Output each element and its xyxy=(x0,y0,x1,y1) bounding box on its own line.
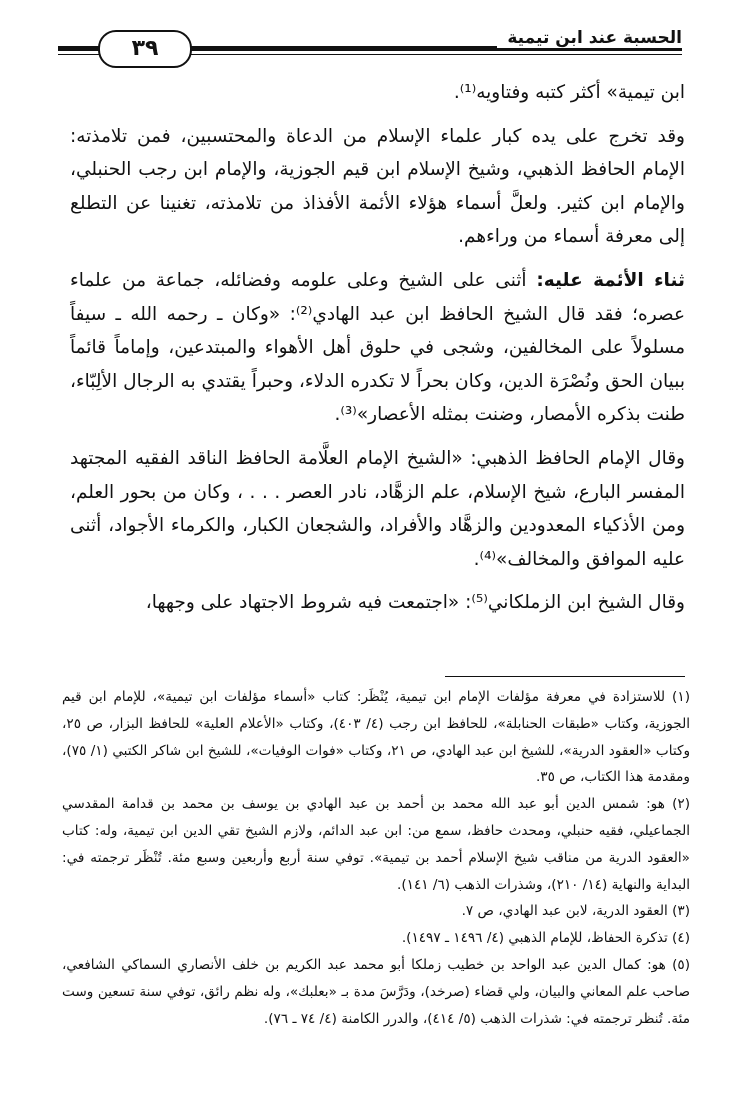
paragraph-2: وقد تخرج على يده كبار علماء الإسلام من الدعاة والمحتسبين، فمن تلامذته: الإمام الحافظ الذهبي، وشيخ الإسلام ابن قيم الجوزية، والإمام ابن رجب الحنبلي، والإمام ابن كثير. ولعلَّ أسماء هؤلاء الأئمة الأفذاذ من تلامذته، تغنينا عن التطلع إلى معرفة أسماء من وراءهم. xyxy=(70,125,685,248)
footnote-2: (٢) هو: شمس الدين أبو عبد الله محمد بن أحمد بن عبد الهادي بن يوسف بن محمد بن قدامة المقدسي الجماعيلي، فقيه حنبلي، ومحدث حافظ، سمع من: ابن عبد الدائم، ولازم الشيخ تقي الدين ابن تيمية، وله: كتاب «العقود الدرية من مناقب شيخ الإسلام أحمد بن تيمية». توفي سنة أربع وأربعين وسبع مئة. تُنْظَر ترجمته في: البداية والنهاية (١٤/ ٢١٠)، وشذرات الذهب (٦/ ١٤١). xyxy=(62,796,690,893)
footnote-1: (١) للاستزادة في معرفة مؤلفات الإمام ابن تيمية، يُنْظَر: كتاب «أسماء مؤلفات ابن تيمية»، للإمام ابن قيم الجوزية، وكتاب «طبقات الحنابلة»، للحافظ ابن رجب (٤/ ٤٠٣)، وكتاب «الأعلام العلية» للحافظ البزار، ص ٢٥، وكتاب «العقود الدرية»، للشيخ ابن عبد الهادي، ص ٢١، وكتاب «فوات الوفيات»، للشيخ ابن شاكر الكتبي (١/ ٧٥)، ومقدمة هذا الكتاب، ص ٣٥. xyxy=(62,689,691,786)
paragraph-3 xyxy=(70,264,685,432)
main-text xyxy=(70,76,685,630)
running-title: الحسبة عند ابن تيمية xyxy=(497,28,682,48)
page-header xyxy=(58,26,682,64)
paragraph-4: وقال الإمام الحافظ الذهبي: «الشيخ الإمام العلَّامة الحافظ الناقد الفقيه المجتهد المفسر البارع، شيخ الإسلام، علم الزهَّاد، نادر العصر . . . ، وكان من بحور العلم، ومن الأذكياء المعدودين والزهَّاد والأفراد، والشجعان الكبار، والكرماء الأجواد، أثنى عليه الموافق والمخالف»⁽⁴⁾. xyxy=(70,447,685,570)
page-number: ٣٩ xyxy=(98,30,192,68)
footnotes xyxy=(62,684,690,1032)
footnote-4: (٤) تذكرة الحفاظ، للإمام الذهبي (٤/ ١٤٩٦ ـ ١٤٩٧). xyxy=(401,930,690,947)
paragraph-1: ابن تيمية» أكثر كتبه وفتاويه⁽¹⁾. xyxy=(453,82,685,103)
section-heading: ثناء الأئمة عليه: xyxy=(536,269,685,291)
footnote-3: (٣) العقود الدرية، لابن عبد الهادي، ص ٧. xyxy=(461,903,690,920)
footnote-5: (٥) هو: كمال الدين عبد الواحد بن خطيب زملكا أبو محمد عبد الكريم بن خلف الأنصاري السماكي الشافعي، صاحب علم المعاني والبيان، ولي قضاء (صرخد)، ودَرَّسَ مدة بـ «بعلبك»، وله نظم رائق، توفي سنة تسعين وست مئة. تُنظر ترجمته في: شذرات الذهب (٥/ ٤١٤)، والدرر الكامنة (٤/ ٧٤ ـ ٧٦). xyxy=(62,956,690,1027)
paragraph-5: وقال الشيخ ابن الزملكاني⁽⁵⁾: «اجتمعت فيه شروط الاجتهاد على وجهها، xyxy=(145,592,685,614)
footnote-separator xyxy=(445,676,685,677)
paragraph-3-text: أثنى على الشيخ وعلى علومه وفضائله، جماعة من علماء عصره؛ فقد قال الشيخ الحافظ ابن عبد الهادي⁽²⁾: «وكان ـ رحمه الله ـ سيفاً مسلولاً على المخالفين، وشجى في حلوق أهل الأهواء والمبتدعين، وإماماً قائماً ببيان الحق ونُصْرَة الدين، وكان بحراً لا تكدره الدلاء، وحبراً يقتدي به الرجال الألِبّاء، طنت بذكره الأمصار، وضنت بمثله الأعصار»⁽³⁾. xyxy=(70,269,685,426)
